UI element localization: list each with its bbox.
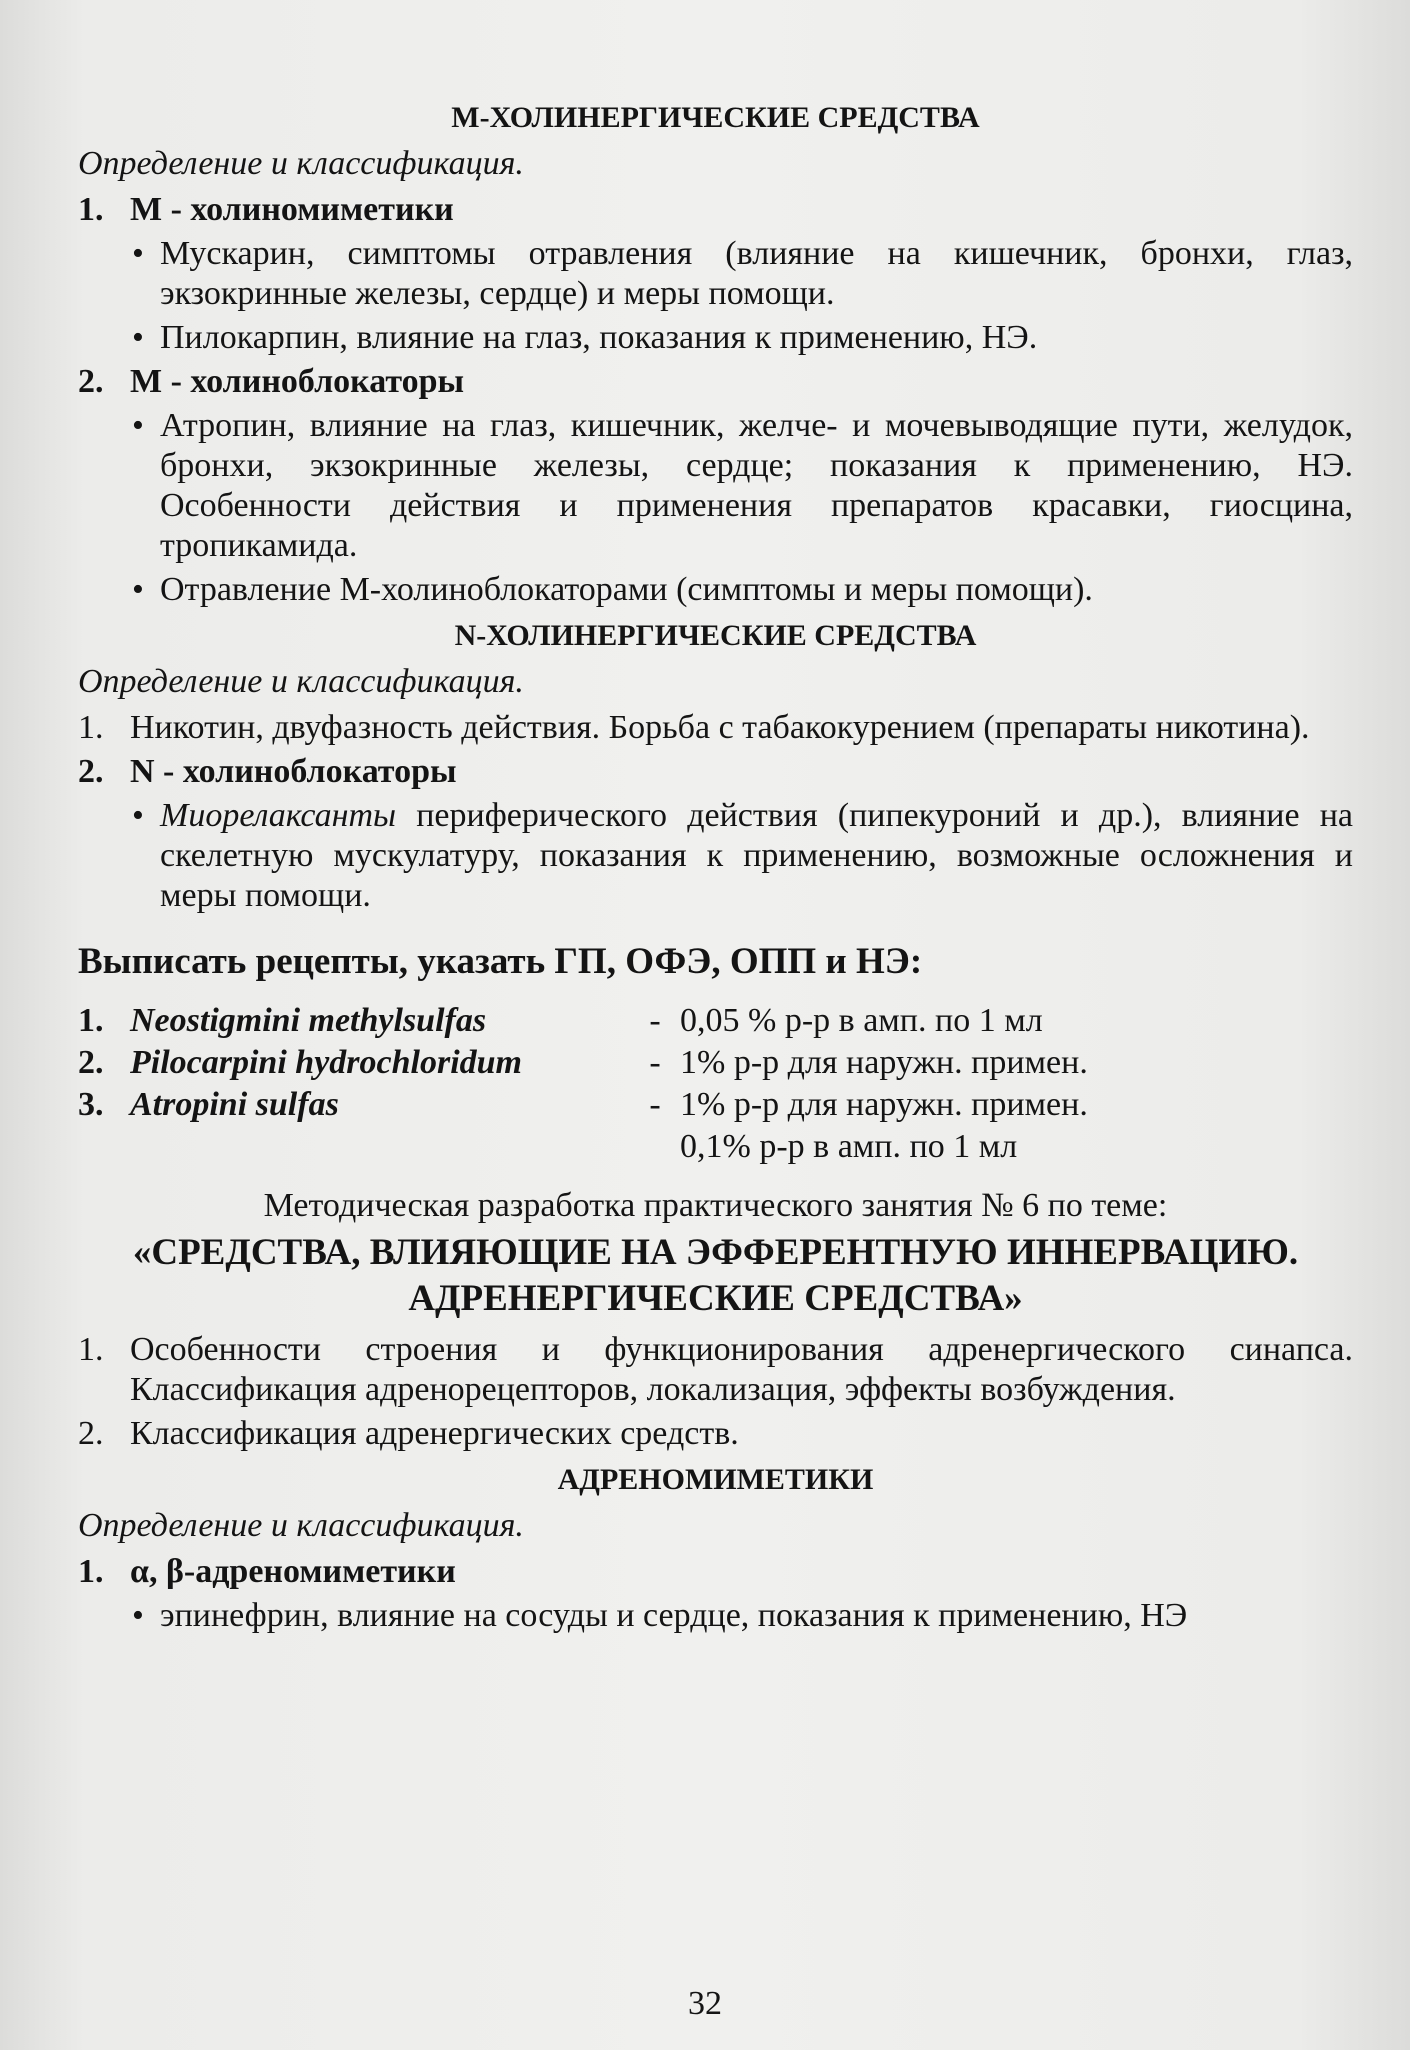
item-text: Особенности строения и функционирования адренергического синапса. Классификация адренорецепторов, локализация, эффекты возбуждения.	[130, 1331, 1353, 1408]
bullet-text: периферического действия (пипекуроний и др.), влияние на скелетную мускулатуру, показания к применению, возможные осложнения и меры помощи.	[160, 797, 1353, 914]
bullet-list	[78, 1596, 1353, 1636]
recipe-row	[78, 1000, 1353, 1042]
recipe-number: 3.	[78, 1086, 104, 1123]
page-number: 32	[688, 1985, 722, 2022]
page-content	[78, 92, 1353, 1640]
numbered-item	[78, 1330, 1353, 1410]
definition-line: Определение и классификация.	[78, 1507, 524, 1544]
recipe-description-2: 0,1% р-р в амп. по 1 мл	[680, 1128, 1018, 1165]
bullet-item	[130, 796, 1353, 916]
bullet-list	[78, 406, 1353, 610]
bullet-item: • эпинефрин, влияние на сосуды и сердце, показания к применению, НЭ	[130, 1596, 1353, 1636]
recipe-drug-name: Atropini sulfas	[130, 1086, 339, 1123]
recipe-drug-name: Pilocarpini hydrochloridum	[130, 1044, 522, 1081]
group-title: N - холиноблокаторы	[130, 753, 457, 790]
recipe-description: 0,05 % р-р в амп. по 1 мл	[680, 1002, 1043, 1039]
numbered-item	[78, 1414, 1353, 1454]
group-heading	[78, 1552, 1353, 1592]
recipe-drug-name: Neostigmini methylsulfas	[130, 1002, 487, 1039]
bullet-item: • Отравление М-холиноблокаторами (симптомы и меры помощи).	[130, 570, 1353, 610]
item-text: Никотин, двуфазность действия. Борьба с табакокурением (препараты никотина).	[130, 709, 1310, 746]
item-number: 2.	[78, 1415, 104, 1452]
numbered-item	[78, 708, 1353, 748]
item-number: 1.	[78, 1331, 104, 1368]
recipe-dash: -	[649, 1086, 661, 1123]
group-heading	[78, 190, 1353, 230]
recipe-dash: -	[649, 1002, 661, 1039]
item-number: 1.	[78, 709, 104, 746]
bullet-item: • Атропин, влияние на глаз, кишечник, желче- и мочевыводящие пути, желудок, бронхи, экзокринные железы, сердце; показания к применению, НЭ. Особенности действия и применения препаратов красавки, гиосцина, тропикамида.	[130, 406, 1353, 566]
group-title: М - холиномиметики	[130, 191, 454, 228]
recipe-description: 1% р-р для наружн. примен.	[680, 1086, 1088, 1123]
lesson-title-line-1: «СРЕДСТВА, ВЛИЯЮЩИЕ НА ЭФФЕРЕНТНУЮ ИННЕРВАЦИЮ.	[132, 1232, 1299, 1273]
italic-term: Миорелаксанты	[160, 797, 397, 834]
recipe-row	[78, 1042, 1353, 1084]
recipe-number: 2.	[78, 1044, 104, 1081]
section-title-m-cholinergic: М-ХОЛИНЕРГИЧЕСКИЕ СРЕДСТВА	[451, 101, 980, 134]
group-title: М - холиноблокаторы	[130, 363, 465, 400]
recipe-row	[78, 1084, 1353, 1168]
recipe-number: 1.	[78, 1002, 104, 1039]
group-number: 1.	[78, 191, 104, 228]
recipes-heading: Выписать рецепты, указать ГП, ОФЭ, ОПП и НЭ:	[78, 941, 923, 982]
group-heading	[78, 752, 1353, 792]
lesson-title	[78, 1230, 1353, 1322]
lesson-title-line-2: АДРЕНЕРГИЧЕСКИЕ СРЕДСТВА»	[408, 1278, 1023, 1319]
method-caption: Методическая разработка практического занятия № 6 по теме:	[263, 1187, 1168, 1224]
item-text: Классификация адренергических средств.	[130, 1415, 739, 1452]
recipe-description: 1% р-р для наружн. примен.	[680, 1044, 1088, 1081]
bullet-item: • Мускарин, симптомы отравления (влияние на кишечник, бронхи, глаз, экзокринные железы, сердце) и меры помощи.	[130, 234, 1353, 314]
recipe-dash: -	[649, 1044, 661, 1081]
group-title: α, β-адреномиметики	[130, 1553, 456, 1590]
group-number: 1.	[78, 1553, 104, 1590]
group-number: 2.	[78, 753, 104, 790]
definition-line: Определение и классификация.	[78, 663, 524, 700]
bullet-list	[78, 234, 1353, 358]
section-title-adrenomimetics: АДРЕНОМИМЕТИКИ	[557, 1463, 874, 1496]
section-title-n-cholinergic: N-ХОЛИНЕРГИЧЕСКИЕ СРЕДСТВА	[454, 619, 977, 652]
definition-line: Определение и классификация.	[78, 145, 524, 182]
group-number: 2.	[78, 363, 104, 400]
group-heading	[78, 362, 1353, 402]
bullet-item: • Пилокарпин, влияние на глаз, показания к применению, НЭ.	[130, 318, 1353, 358]
bullet-list	[78, 796, 1353, 916]
